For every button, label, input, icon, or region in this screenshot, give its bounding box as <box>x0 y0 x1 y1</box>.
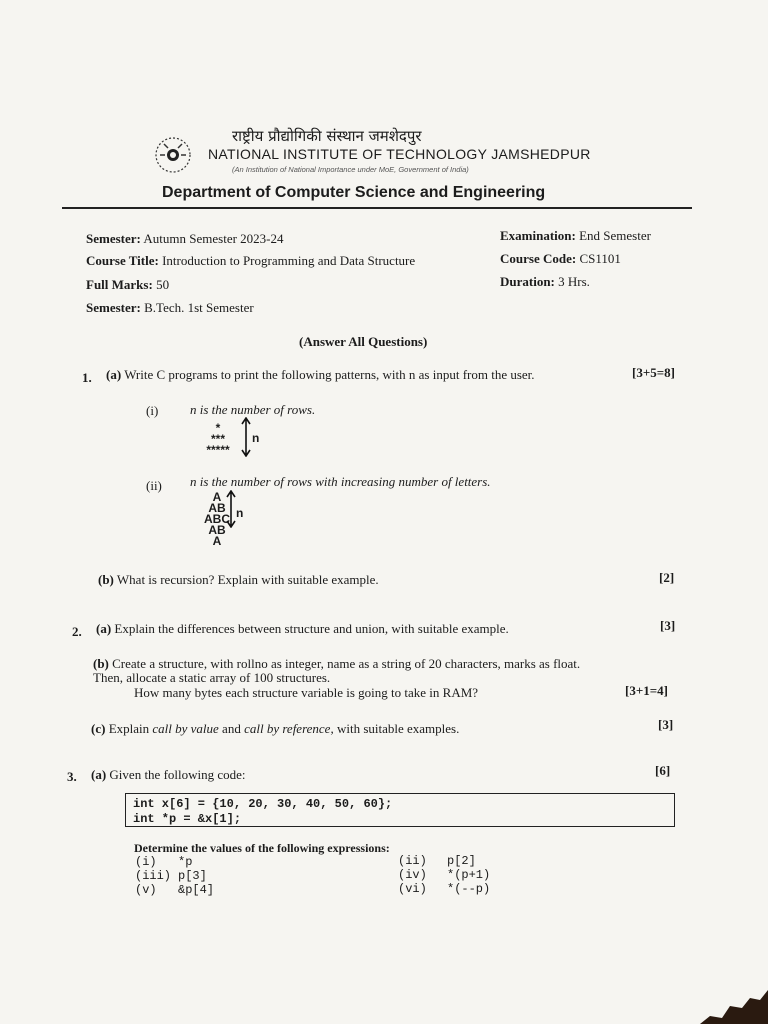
pattern-2-row: A <box>212 490 222 504</box>
pattern-1-n-label: n <box>252 431 260 445</box>
expression-label: (v) <box>135 883 157 897</box>
rows-arrow-icon <box>226 490 236 528</box>
pattern-1 <box>196 423 240 456</box>
q1b-label: (b) <box>98 572 114 587</box>
q3a-line <box>91 767 246 783</box>
q2c-term-value: call by value <box>152 721 219 736</box>
examination-label: Examination: <box>500 228 576 243</box>
semester-level-label: Semester: <box>86 300 141 315</box>
q2b-text-1: Create a structure, with rollno as integer, name as a string of 20 characters, marks as float. <box>112 656 581 671</box>
semester-level-value: B.Tech. 1st Semester <box>144 300 254 315</box>
q2a-text: Explain the differences between structure and union, with suitable example. <box>114 621 509 636</box>
pattern-1-row: *** <box>210 432 225 446</box>
q2b-marks: [3+1=4] <box>625 683 668 698</box>
course-code-row <box>500 251 621 267</box>
pattern-2-row: AB <box>208 523 226 537</box>
instruction: (Answer All Questions) <box>299 334 428 349</box>
pattern-2-row: A <box>212 534 222 548</box>
course-code-value: CS1101 <box>579 251 621 266</box>
q1-ii-label: (ii) <box>146 478 162 493</box>
rows-arrow-icon <box>241 417 251 457</box>
q2c-term-reference: call by reference, <box>244 721 334 736</box>
semester-level-row <box>86 300 254 316</box>
department-title: Department of Computer Science and Engineering <box>162 184 546 201</box>
full-marks-label: Full Marks: <box>86 277 153 292</box>
full-marks-row <box>86 277 169 293</box>
examination-value: End Semester <box>579 228 651 243</box>
q1a-marks: [3+5=8] <box>632 365 675 380</box>
semester-label: Semester: <box>86 231 141 246</box>
expression-value: *(--p) <box>447 882 491 896</box>
q3-number: 3. <box>67 769 77 784</box>
q2c-line <box>91 721 459 737</box>
q1a-label: (a) <box>106 367 122 382</box>
expression-value: *(p+1) <box>447 868 491 882</box>
expression-label: (ii) <box>398 854 427 868</box>
expression-value: &p[4] <box>178 883 215 897</box>
page-edge-shadow <box>700 990 768 1024</box>
pattern-1-row: * <box>215 421 221 435</box>
q1-number: 1. <box>82 370 92 385</box>
q1-ii-text: n is the number of rows with increasing number of letters. <box>190 474 491 489</box>
q3a-label: (a) <box>91 767 107 782</box>
q2b-text-2: Then, allocate a static array of 100 structures. <box>93 670 331 685</box>
q1a-text: Write C programs to print the following patterns, with n as input from the user. <box>124 367 535 382</box>
pattern-1-row: ***** <box>206 443 230 457</box>
q2b-text-3: How many bytes each structure variable is going to take in RAM? <box>134 685 479 700</box>
q1b-text: What is recursion? Explain with suitable example. <box>116 572 379 587</box>
q2c-text-post: with suitable examples. <box>336 721 460 736</box>
duration-value: 3 Hrs. <box>558 274 590 289</box>
q1b-marks: [2] <box>659 570 675 585</box>
code-line-2: int *p = &x[1]; <box>133 812 242 826</box>
duration-row <box>500 274 590 290</box>
q2a-marks: [3] <box>660 618 676 633</box>
course-code-label: Course Code: <box>500 251 577 266</box>
expression-label: (iii) <box>135 869 172 883</box>
q2c-text-pre: Explain <box>108 721 150 736</box>
expression-value: p[3] <box>178 869 207 883</box>
examination-row <box>500 228 651 244</box>
q2c-text-mid: and <box>222 721 241 736</box>
pattern-2-row: ABC <box>204 512 230 526</box>
q1b-line <box>98 572 379 588</box>
expression-value: p[2] <box>447 854 476 868</box>
q2a-line <box>96 621 509 637</box>
q2-number: 2. <box>72 624 82 639</box>
q2b-label: (b) <box>93 656 109 671</box>
course-title-label: Course Title: <box>86 253 159 268</box>
expression-label: (vi) <box>398 882 427 896</box>
institute-name-hindi: राष्ट्रीय प्रौद्योगिकी संस्थान जमशेदपुर <box>232 127 422 145</box>
institute-logo <box>150 132 196 178</box>
expression-value: *p <box>178 855 193 869</box>
q2c-label: (c) <box>91 721 106 736</box>
q2a-label: (a) <box>96 621 112 636</box>
determine-text: Determine the values of the following expressions: <box>134 841 390 855</box>
course-title-row <box>86 253 415 269</box>
full-marks-value: 50 <box>156 277 170 292</box>
course-title-value: Introduction to Programming and Data Structure <box>162 253 416 268</box>
expression-label: (i) <box>135 855 157 869</box>
q1-i-text: n is the number of rows. <box>190 402 316 417</box>
duration-label: Duration: <box>500 274 555 289</box>
q1-i-label: (i) <box>146 403 159 418</box>
pattern-2-n-label: n <box>236 506 244 520</box>
code-line-1: int x[6] = {10, 20, 30, 40, 50, 60}; <box>133 797 393 811</box>
institute-subtitle: (An Institution of National Importance under MoE, Government of India) <box>232 165 469 174</box>
header-divider <box>62 207 692 209</box>
q1a-line <box>106 367 535 383</box>
semester-value: Autumn Semester 2023-24 <box>143 231 284 246</box>
pattern-2-row: AB <box>208 501 226 515</box>
q2c-marks: [3] <box>658 717 674 732</box>
expression-label: (iv) <box>398 868 427 882</box>
q3a-text: Given the following code: <box>109 767 246 782</box>
semester-row <box>86 231 284 247</box>
q3a-marks: [6] <box>655 763 671 778</box>
institute-name: NATIONAL INSTITUTE OF TECHNOLOGY JAMSHEDPUR <box>208 146 591 162</box>
